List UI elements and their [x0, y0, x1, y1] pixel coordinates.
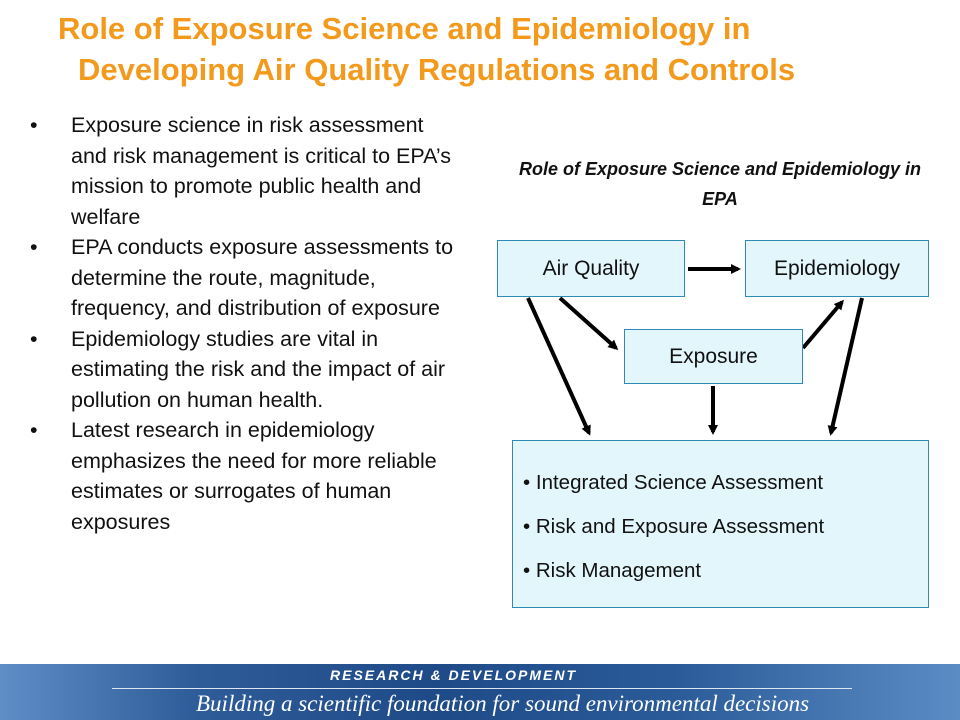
bullet-item: • Latest research in epidemiology emphasizes the need for more reliable estimates or surrogates of human exposures: [30, 415, 460, 537]
outcome-item: • Integrated Science Assessment: [523, 461, 928, 505]
bullet-item: • EPA conducts exposure assessments to determine the route, magnitude, frequency, and distribution of exposure: [30, 232, 460, 324]
footer-research-development: RESEARCH & DEVELOPMENT: [330, 667, 578, 683]
node-outcomes: [512, 440, 929, 608]
arrow-epidemiology-to-outcomes: [831, 298, 862, 433]
bullet-item: • Exposure science in risk assessment and risk management is critical to EPA’s mission to promote public health and welfare: [30, 110, 460, 232]
footer-banner: [0, 664, 960, 720]
node-epidemiology: [745, 240, 929, 297]
node-air-quality-label: Air Quality: [542, 256, 640, 280]
arrow-exposure-to-epidemiology: [803, 302, 842, 348]
footer-divider: [112, 688, 852, 689]
slide-title-line1: Role of Exposure Science and Epidemiology in: [58, 11, 751, 46]
node-exposure-label: Exposure: [669, 344, 758, 368]
footer-tagline: Building a scientific foundation for sound environmental decisions: [196, 691, 810, 716]
node-exposure: [624, 329, 803, 384]
node-epidemiology-label: Epidemiology: [773, 256, 901, 280]
outcomes-list: [513, 441, 928, 593]
bullet-item: • Epidemiology studies are vital in estimating the risk and the impact of air pollution on human health.: [30, 324, 460, 416]
outcome-item: • Risk and Exposure Assessment: [523, 505, 928, 549]
slide-title-line2: Developing Air Quality Regulations and Controls: [78, 52, 796, 87]
arrow-airquality-to-exposure: [560, 298, 616, 348]
node-air-quality: [497, 240, 685, 297]
diagram-title: Role of Exposure Science and Epidemiology in EPA: [518, 159, 922, 209]
outcome-item: • Risk Management: [523, 549, 928, 593]
